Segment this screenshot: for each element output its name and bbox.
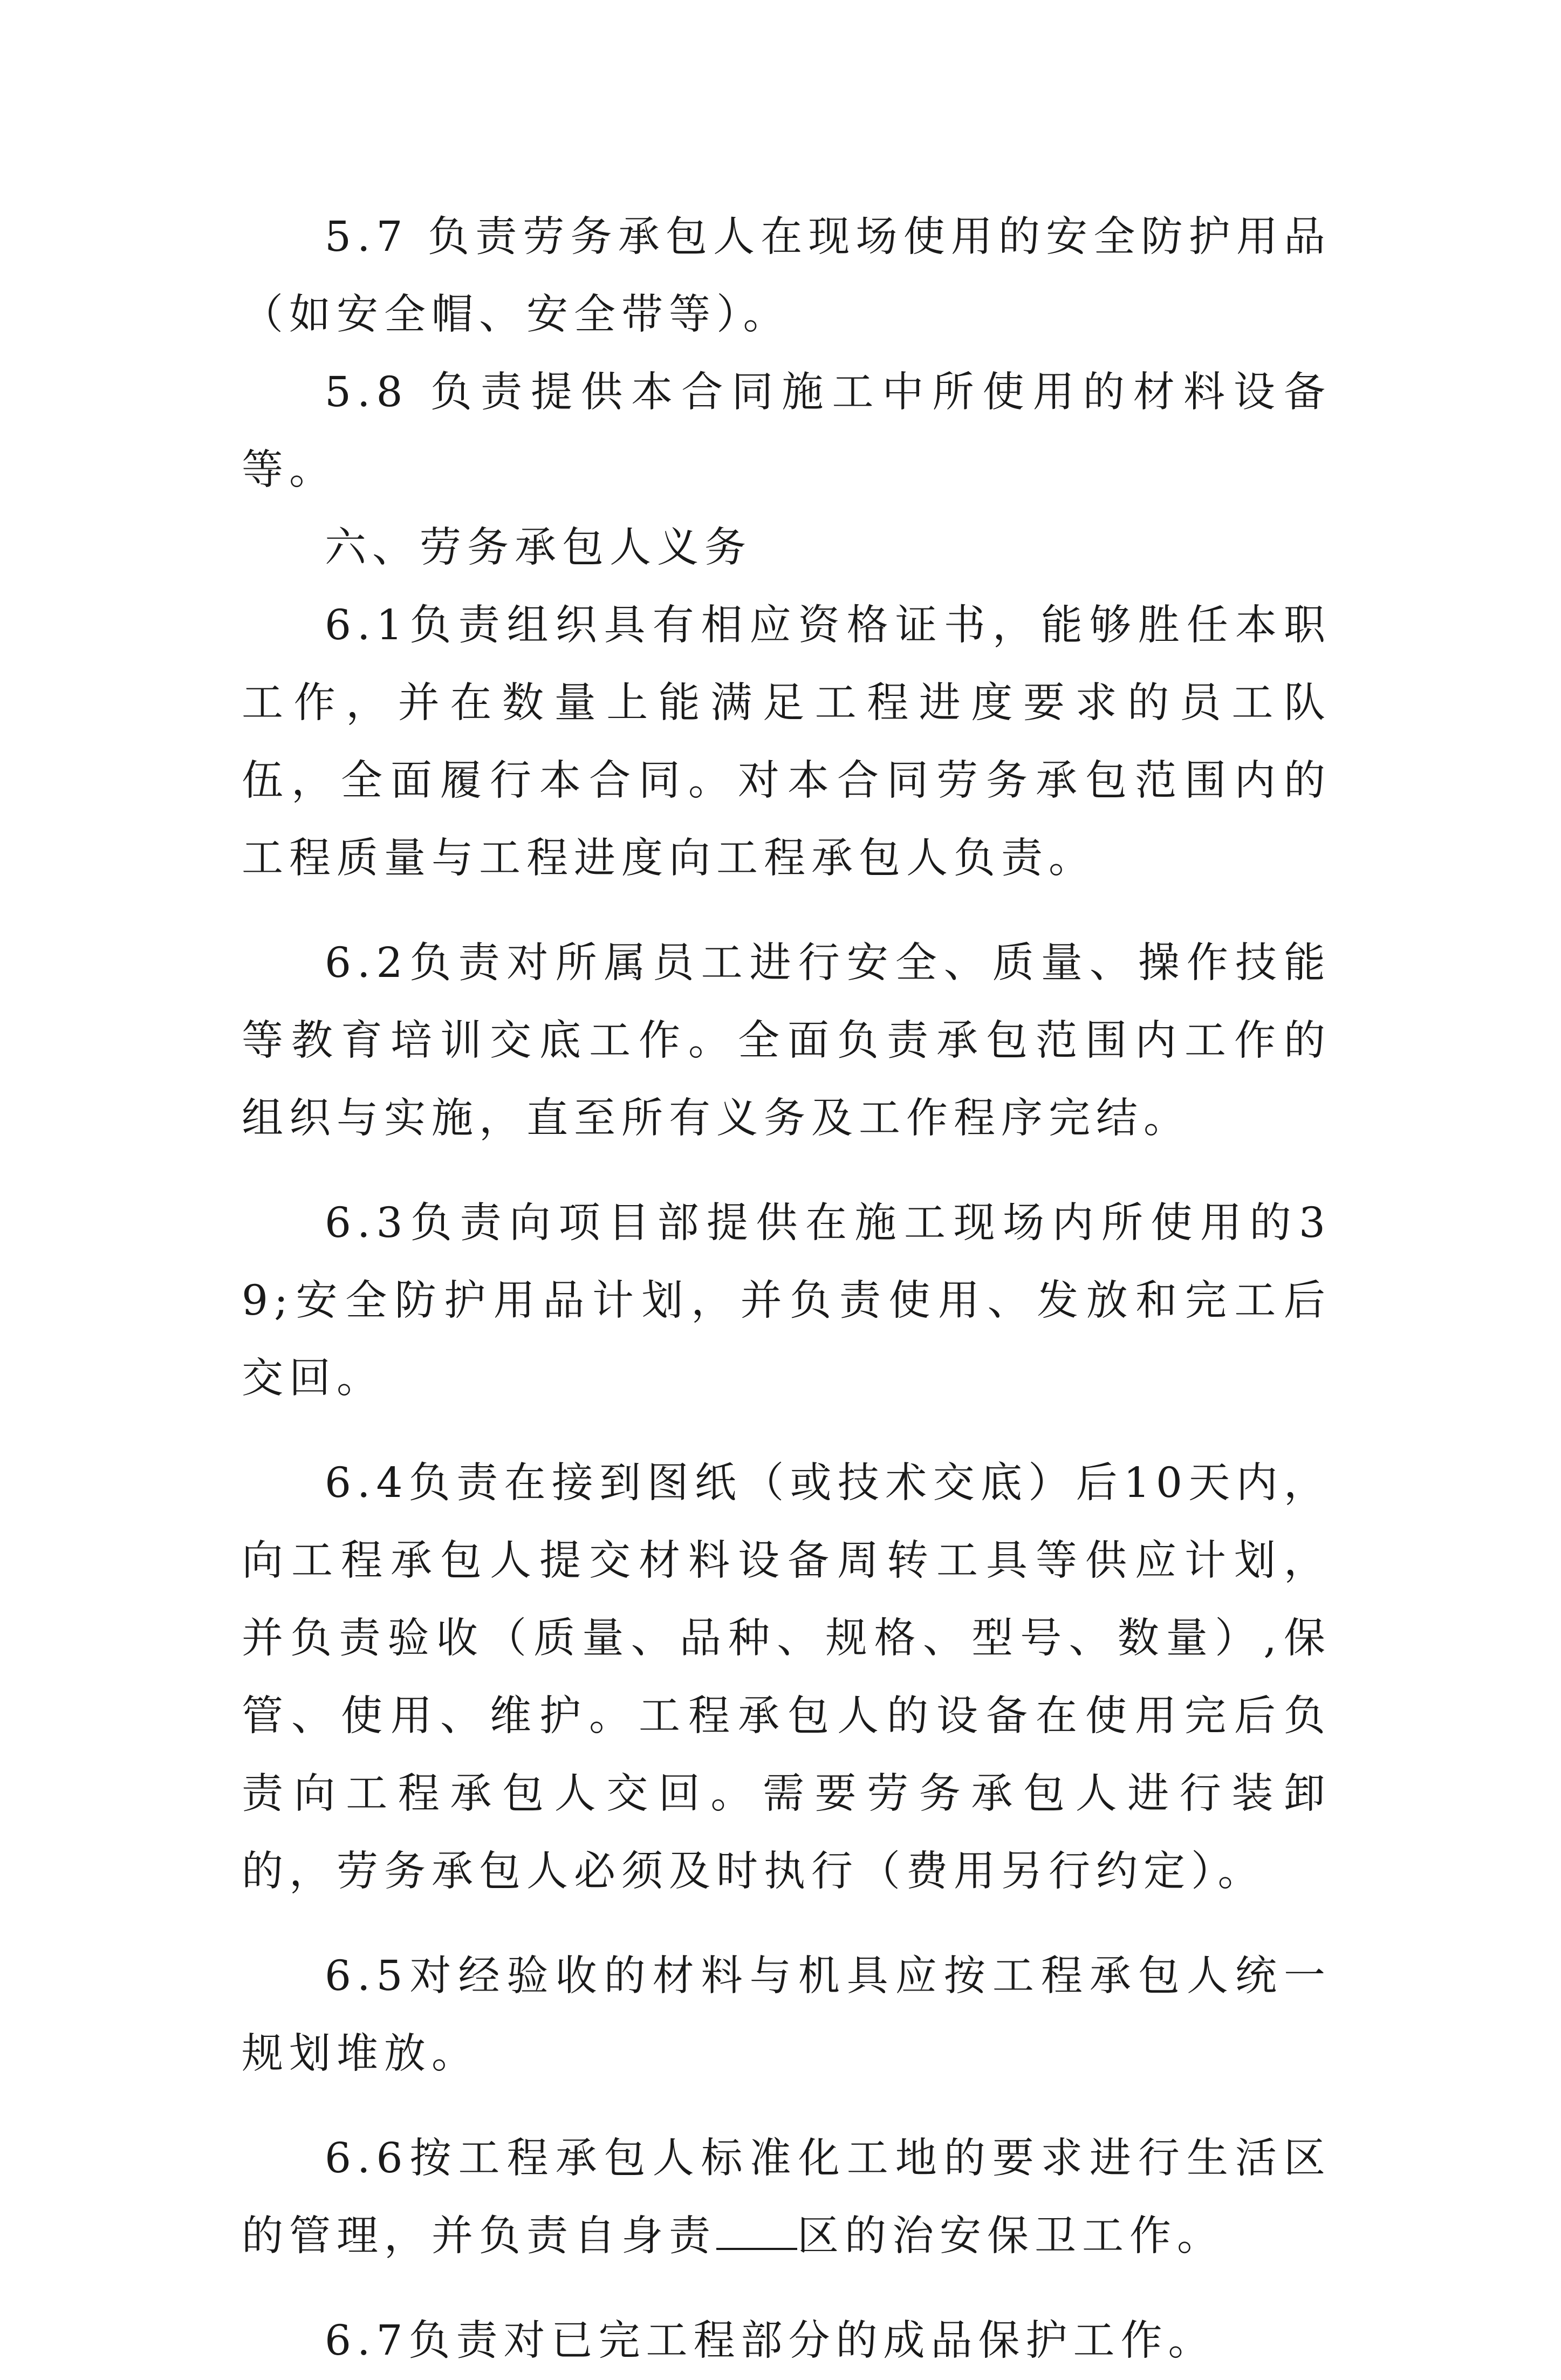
- fill-in-blank: [716, 2211, 797, 2250]
- paragraph-6-6-text-after-blank: 区的治安保卫工作。: [797, 2212, 1224, 2260]
- paragraph-6-2: 6.2负责对所属员工进行安全、质量、操作技能等教育培训交底工作。全面负责承包范围内工作的组织与实施，直至所有义务及工作程序完结。: [242, 939, 1331, 1143]
- document-body: [242, 199, 1331, 2380]
- paragraph-6-1: 6.1负责组织具有相应资格证书，能够胜任本职工作，并在数量上能满足工程进度要求的员工队伍，全面履行本合同。对本合同劳务承包范围内的工程质量与工程进度向工程承包人负责。: [242, 601, 1331, 883]
- paragraph-6-7: 6.7负责对已完工程部分的成品保护工作。: [325, 2317, 1216, 2365]
- section-heading-6: 六、劳务承包人义务: [325, 524, 752, 572]
- paragraph-5-8: 5.8 负责提供本合同施工中所使用的材料设备等。: [242, 368, 1331, 494]
- paragraph-6-4: 6.4负责在接到图纸（或技术交底）后10天内，向工程承包人提交材料设备周转工具等供应计划，并负责验收（质量、品种、规格、型号、数量）,保管、使用、维护。工程承包人的设备在使用完后负责向工程承包人交回。需要劳务承包人进行装卸的，劳务承包人必须及时执行（费用另行约定）。: [242, 1459, 1331, 1896]
- paragraph-6-5: 6.5对经验收的材料与机具应按工程承包人统一规划堆放。: [242, 1952, 1331, 2078]
- paragraph-6-3: 6.3负责向项目部提供在施工现场内所使用的39;安全防护用品计划，并负责使用、发放和完工后交回。: [242, 1199, 1331, 1403]
- paragraph-6-6: [242, 2120, 1331, 2275]
- paragraph-5-7: 5.7 负责劳务承包人在现场使用的安全防护用品（如安全帽、安全带等）。: [242, 213, 1331, 339]
- paragraph-6-6-text-before-blank: 6.6按工程承包人标准化工地的要求进行生活区的管理，并负责自身责: [242, 2135, 1331, 2260]
